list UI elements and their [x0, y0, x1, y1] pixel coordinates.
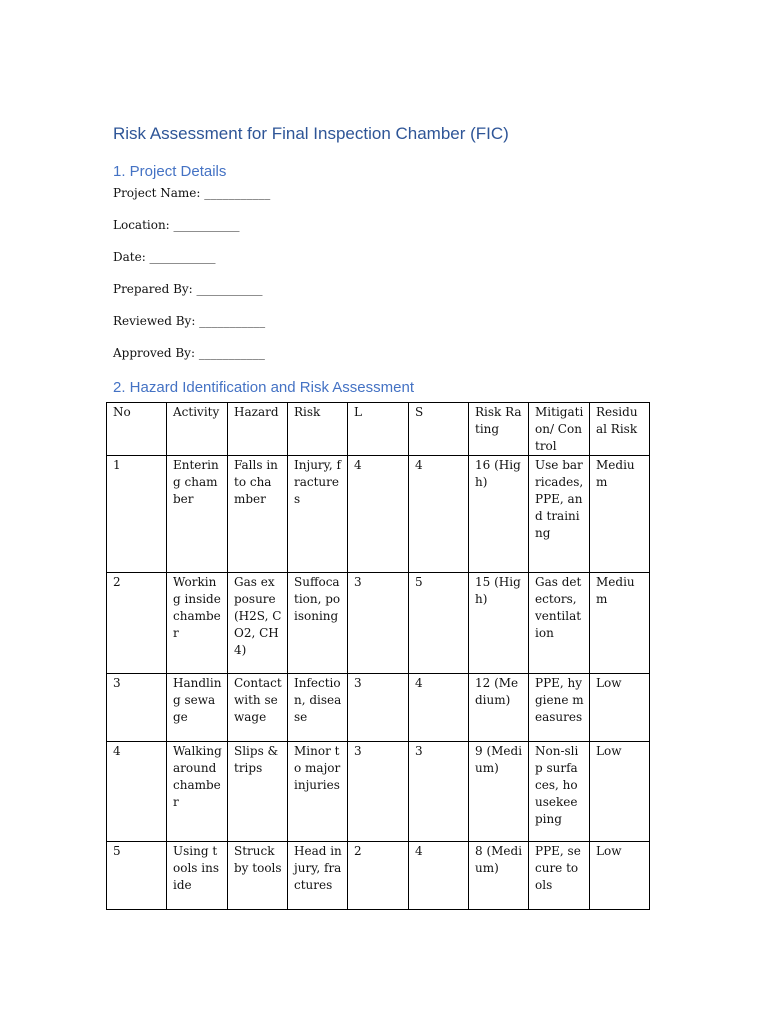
cell-risk: Suffocation, poisoning	[288, 573, 348, 674]
cell-risk-rating: 8 (Medium)	[469, 842, 529, 910]
cell-risk: Infection, disease	[288, 674, 348, 742]
cell-activity: Using tools inside	[167, 842, 228, 910]
field-project-name: Project Name: ___________	[113, 186, 271, 200]
cell-risk-rating: 9 (Medium)	[469, 742, 529, 842]
cell-severity: 4	[409, 842, 469, 910]
cell-residual-risk: Low	[590, 842, 650, 910]
field-location: Location: ___________	[113, 218, 240, 232]
cell-residual-risk: Low	[590, 674, 650, 742]
cell-hazard: Struck by tools	[228, 842, 288, 910]
table-header-row	[107, 403, 650, 456]
cell-no: 3	[107, 674, 167, 742]
cell-mitigation: Non-slip surfaces, housekeeping	[529, 742, 590, 842]
cell-risk: Minor to major injuries	[288, 742, 348, 842]
cell-risk: Head injury, fractures	[288, 842, 348, 910]
header-likelihood: L	[348, 403, 409, 456]
field-approved-by: Approved By: ___________	[113, 346, 265, 360]
cell-no: 5	[107, 842, 167, 910]
cell-likelihood: 3	[348, 573, 409, 674]
cell-likelihood: 3	[348, 674, 409, 742]
cell-mitigation: PPE, secure tools	[529, 842, 590, 910]
cell-hazard: Falls into chamber	[228, 456, 288, 573]
header-severity: S	[409, 403, 469, 456]
cell-no: 1	[107, 456, 167, 573]
cell-activity: Working inside chamber	[167, 573, 228, 674]
cell-risk-rating: 12 (Medium)	[469, 674, 529, 742]
cell-hazard: Contact with sewage	[228, 674, 288, 742]
field-prepared-by: Prepared By: ___________	[113, 282, 263, 296]
cell-residual-risk: Medium	[590, 456, 650, 573]
cell-likelihood: 3	[348, 742, 409, 842]
header-activity: Activity	[167, 403, 228, 456]
table-row	[107, 742, 650, 842]
cell-risk: Injury, fractures	[288, 456, 348, 573]
cell-no: 4	[107, 742, 167, 842]
table-row	[107, 842, 650, 910]
cell-severity: 3	[409, 742, 469, 842]
header-no: No	[107, 403, 167, 456]
header-hazard: Hazard	[228, 403, 288, 456]
document-title: Risk Assessment for Final Inspection Chamber (FIC)	[113, 124, 509, 143]
header-risk: Risk	[288, 403, 348, 456]
cell-mitigation: Use barricades, PPE, and training	[529, 456, 590, 573]
cell-likelihood: 2	[348, 842, 409, 910]
table-row	[107, 456, 650, 573]
cell-severity: 4	[409, 674, 469, 742]
cell-activity: Walking around chamber	[167, 742, 228, 842]
cell-mitigation: PPE, hygiene measures	[529, 674, 590, 742]
cell-residual-risk: Medium	[590, 573, 650, 674]
header-residual-risk: Residual Risk	[590, 403, 650, 456]
cell-risk-rating: 16 (High)	[469, 456, 529, 573]
cell-residual-risk: Low	[590, 742, 650, 842]
field-reviewed-by: Reviewed By: ___________	[113, 314, 266, 328]
cell-activity: Handling sewage	[167, 674, 228, 742]
section-heading-hazard-identification: 2. Hazard Identification and Risk Assessment	[113, 379, 414, 396]
cell-mitigation: Gas detectors, ventilation	[529, 573, 590, 674]
header-mitigation: Mitigation/ Control	[529, 403, 590, 456]
cell-hazard: Slips & trips	[228, 742, 288, 842]
cell-severity: 4	[409, 456, 469, 573]
header-risk-rating: Risk Rating	[469, 403, 529, 456]
cell-activity: Entering chamber	[167, 456, 228, 573]
table-row	[107, 674, 650, 742]
section-heading-project-details: 1. Project Details	[113, 163, 227, 180]
cell-no: 2	[107, 573, 167, 674]
cell-risk-rating: 15 (High)	[469, 573, 529, 674]
risk-assessment-table	[106, 402, 650, 910]
table-row	[107, 573, 650, 674]
field-date: Date: ___________	[113, 250, 216, 264]
cell-hazard: Gas exposure (H2S, CO2, CH4)	[228, 573, 288, 674]
cell-likelihood: 4	[348, 456, 409, 573]
cell-severity: 5	[409, 573, 469, 674]
